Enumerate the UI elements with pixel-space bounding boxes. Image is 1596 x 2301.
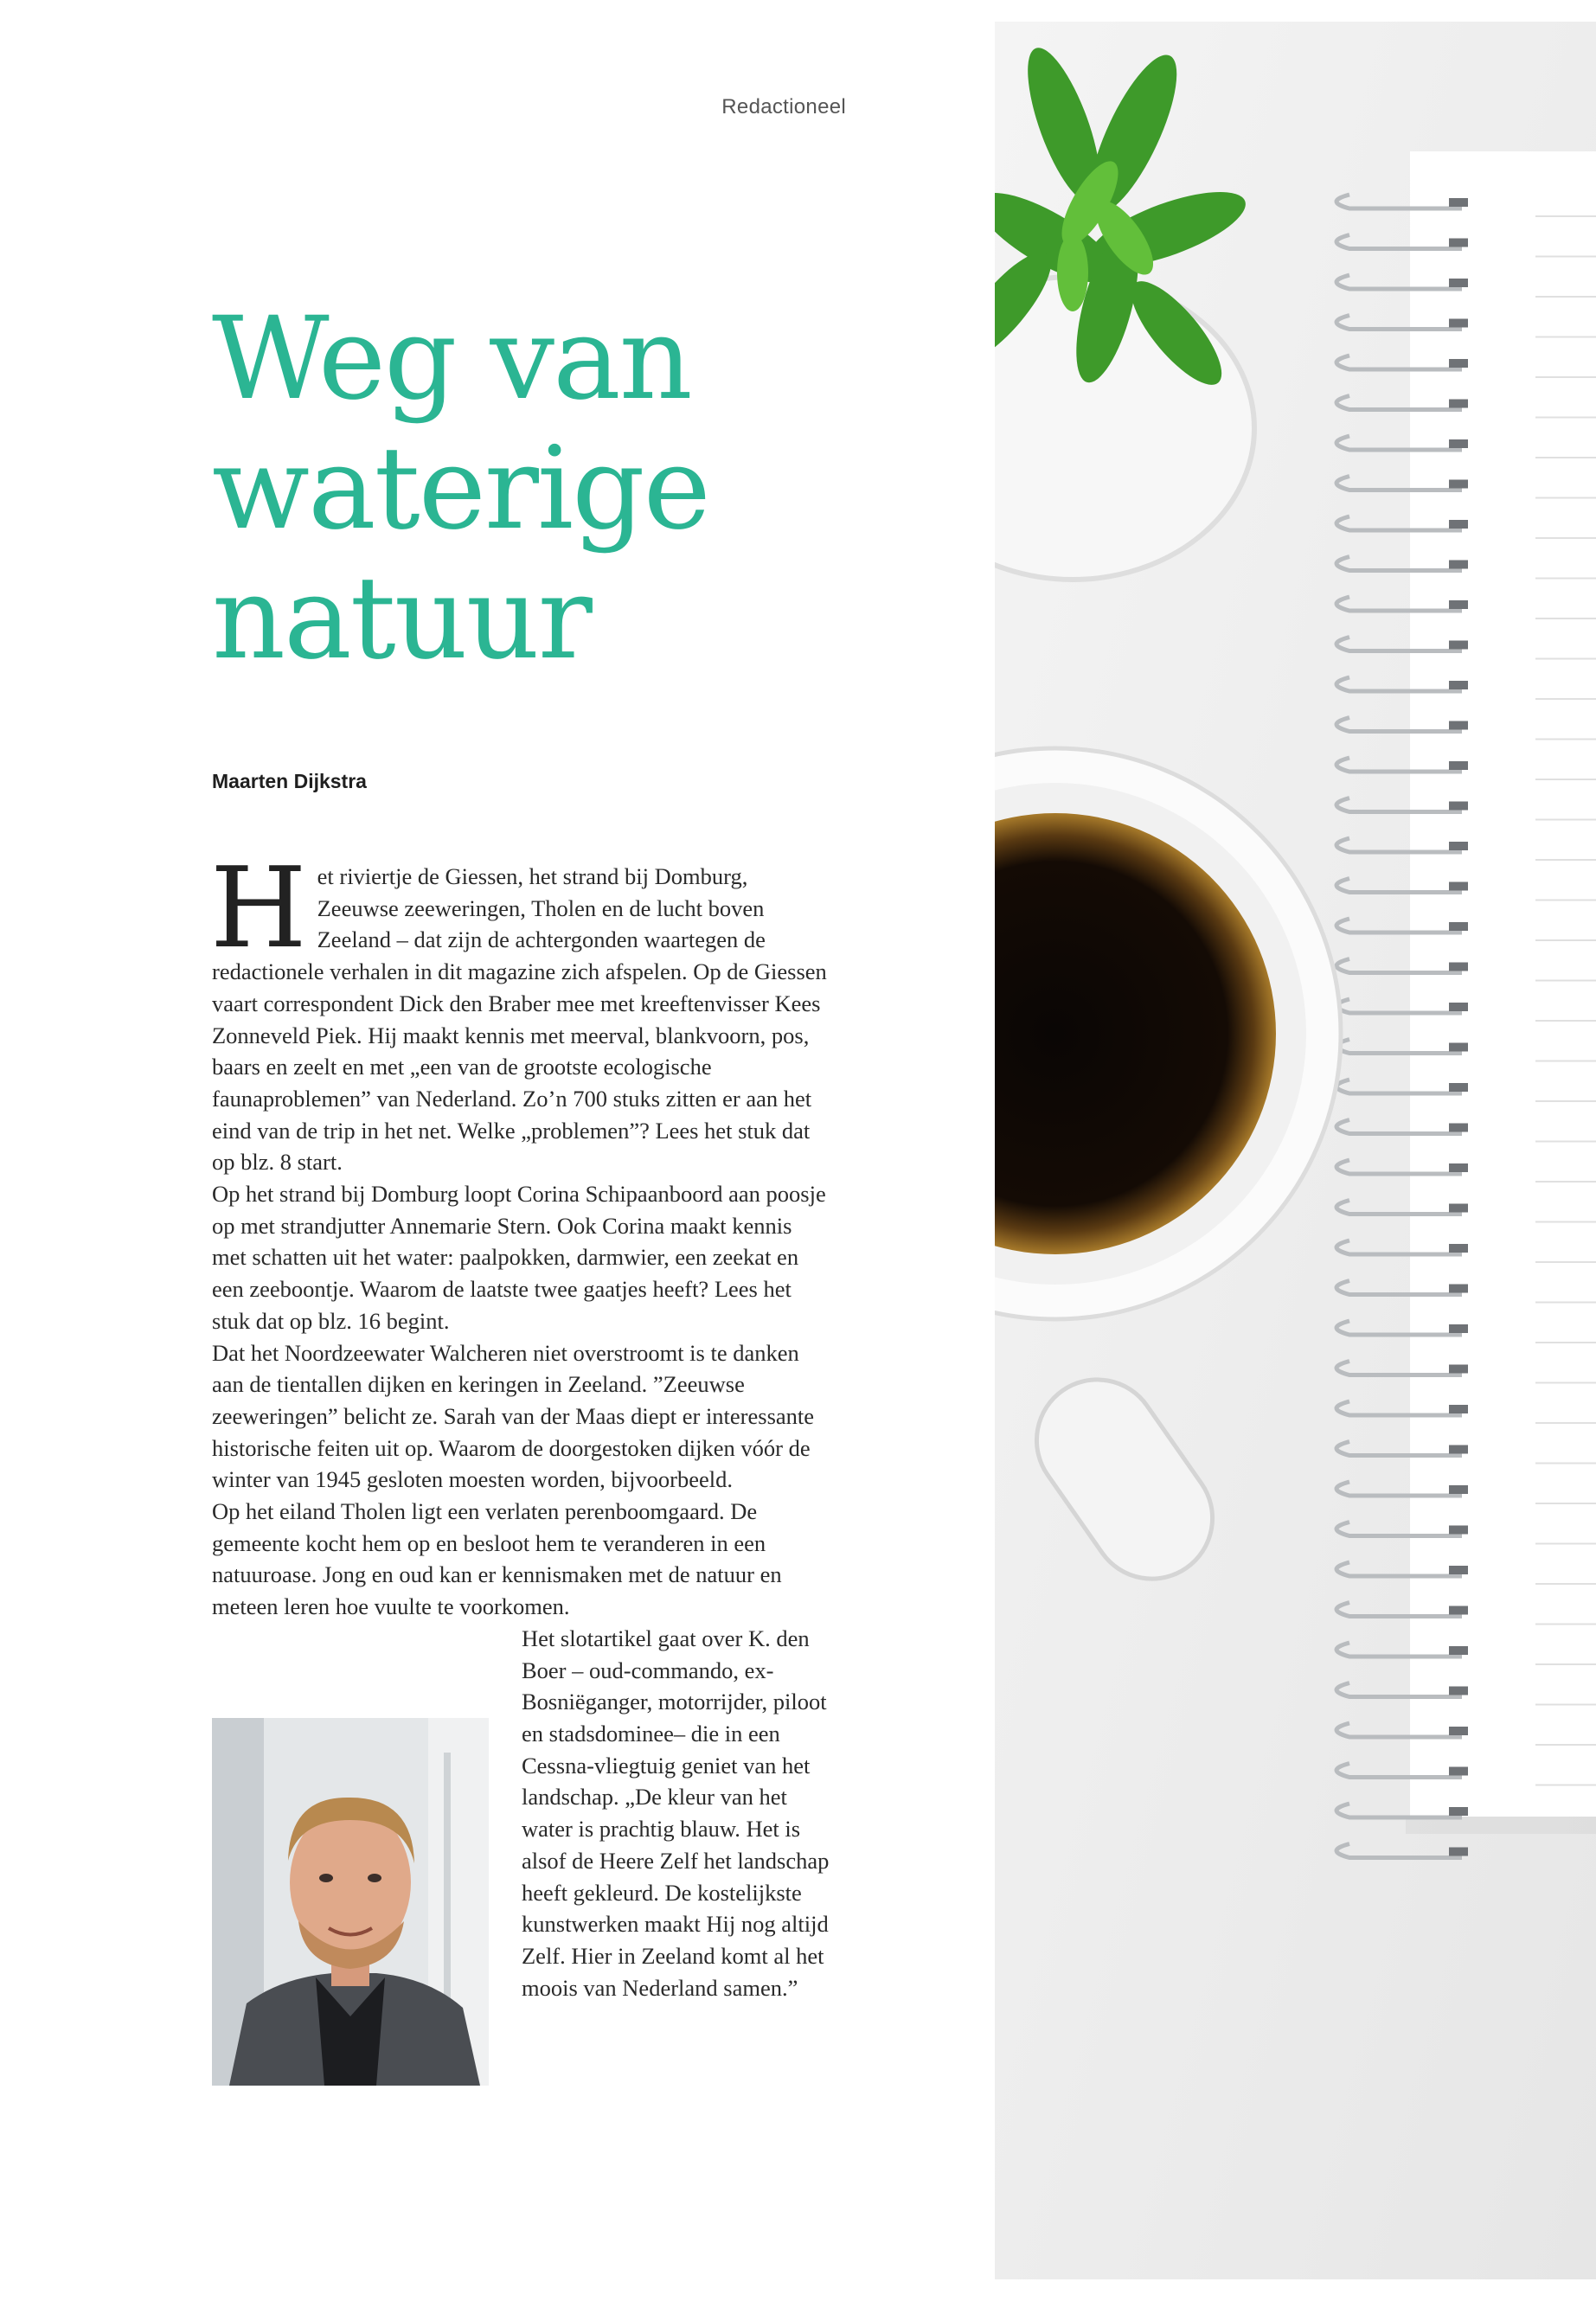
notebook-hole <box>1449 1566 1468 1574</box>
notebook-hole <box>1449 842 1468 850</box>
drop-cap: H <box>210 844 307 973</box>
paragraph: Dat het Noordzeewater Walcheren niet overstroomt is te danken aan de tientallen dijken en keringen in Zeeland. ”Zeeuwse zeeweringen” belicht ze. Sarah van der Maas diept er interessante historische feiten uit op. Waarom de doorgestoken dijken vóór de winter van 1945 gesloten moesten worden, bijvoorbeeld. <box>212 1339 815 1493</box>
notebook-hole <box>1449 1445 1468 1454</box>
notebook-hole <box>1449 400 1468 408</box>
paragraph-text: Het slotartikel gaat over K. den Boer – oud-commando, ex-Bosniëganger, motorrijder, piloot en stadsdominee– die in een Cessna-vliegtuig geniet van het landschap. „De kleur van het water is prachtig blauw. Het is alsof de Heere Zelf het landschap heeft gekleurd. De kostelijkste kunstwerken maakt Hij nog altijd Zelf. Hier in Zeeland komt al het moois van Nederland samen.” <box>522 1625 830 2001</box>
notebook-hole <box>1449 802 1468 811</box>
notebook-hole <box>1449 1285 1468 1293</box>
paragraph: Op het eiland Tholen ligt een verlaten perenboomgaard. De gemeente kocht hem op en besloot hem te veranderen in een natuuroase. Jong en oud kan er kennismaken met de natuur en meteen leren hoe vuulte te voorkomen. <box>212 1498 782 1620</box>
author-portrait <box>212 1718 489 2086</box>
notebook-hole <box>1449 1204 1468 1213</box>
notebook-hole <box>1449 1003 1468 1011</box>
title-line: natuur <box>212 552 591 685</box>
notebook-hole <box>1449 1083 1468 1092</box>
notebook-hole <box>1449 600 1468 609</box>
notebook-hole <box>1449 1727 1468 1735</box>
paragraph <box>210 844 830 1178</box>
title-line: Weg van <box>212 292 691 426</box>
article-title <box>212 294 709 683</box>
notebook-hole <box>1449 882 1468 891</box>
paragraph: Op het strand bij Domburg loopt Corina Schipaanboord aan poosje op met strandjutter Annemarie Stern. Ook Corina maakt kennis met schatten uit het water: paalpokken, darmwier, een zeekat en een zeeboontje. Waarom de laatste twee gaatjes heeft? Lees het stuk dat op blz. 16 begint. <box>212 1181 826 1334</box>
notebook-hole <box>1449 1485 1468 1494</box>
paragraph-text: et riviertje de Giessen, het strand bij Domburg, Zeeuwse zeeweringen, Tholen en de lucht boven Zeeland – dat zijn de achtergonden waartegen de redactionele verhalen in dit magazine zich afspelen. Op de Giessen vaart correspondent Dick den Braber mee met kreeftenvisser Kees Zonneveld Piek. Hij maakt kennis met meerval, blankvoorn, pos, baars en zeelt en met „een van de grootste ecologische faunaproblemen” van Nederland. Zo’n 700 stuks zitten er aan het eind van de trip in het net. Welke „problemen”? Lees het stuk dat op blz. 8 start. <box>212 863 827 1176</box>
notebook-hole <box>1449 198 1468 207</box>
notebook-hole <box>1449 1043 1468 1052</box>
notebook-hole <box>1449 681 1468 689</box>
notebook-hole <box>1449 1365 1468 1374</box>
title-line: waterige <box>212 422 709 555</box>
notebook-hole <box>1449 561 1468 569</box>
notebook-hole <box>1449 1848 1468 1856</box>
author-name: Maarten Dijkstra <box>212 770 367 792</box>
notebook-hole <box>1449 439 1468 448</box>
section-label: Redactioneel <box>721 95 846 119</box>
notebook-hole <box>1449 239 1468 247</box>
cover-photo <box>995 22 1596 2279</box>
notebook-hole <box>1449 1163 1468 1172</box>
notebook-hole <box>1449 319 1468 328</box>
notebook-hole <box>1449 922 1468 931</box>
notebook-hole <box>1449 761 1468 770</box>
notebook-hole <box>1449 721 1468 730</box>
notebook-hole <box>1449 1526 1468 1535</box>
notebook-hole <box>1449 1244 1468 1253</box>
notebook-hole <box>1449 1324 1468 1333</box>
notebook-hole <box>1449 1646 1468 1655</box>
notebook-hole <box>1449 1807 1468 1816</box>
notebook-hole <box>1449 359 1468 368</box>
notebook-hole <box>1449 520 1468 529</box>
notebook-hole <box>1449 1687 1468 1695</box>
notebook-hole <box>1449 963 1468 971</box>
notebook-hole <box>1449 480 1468 489</box>
notebook-hole <box>1449 279 1468 287</box>
notebook-hole <box>1449 1767 1468 1776</box>
notebook-hole <box>1449 641 1468 650</box>
notebook-hole <box>1449 1124 1468 1132</box>
notebook-hole <box>1449 1405 1468 1413</box>
notebook-hole <box>1449 1606 1468 1615</box>
